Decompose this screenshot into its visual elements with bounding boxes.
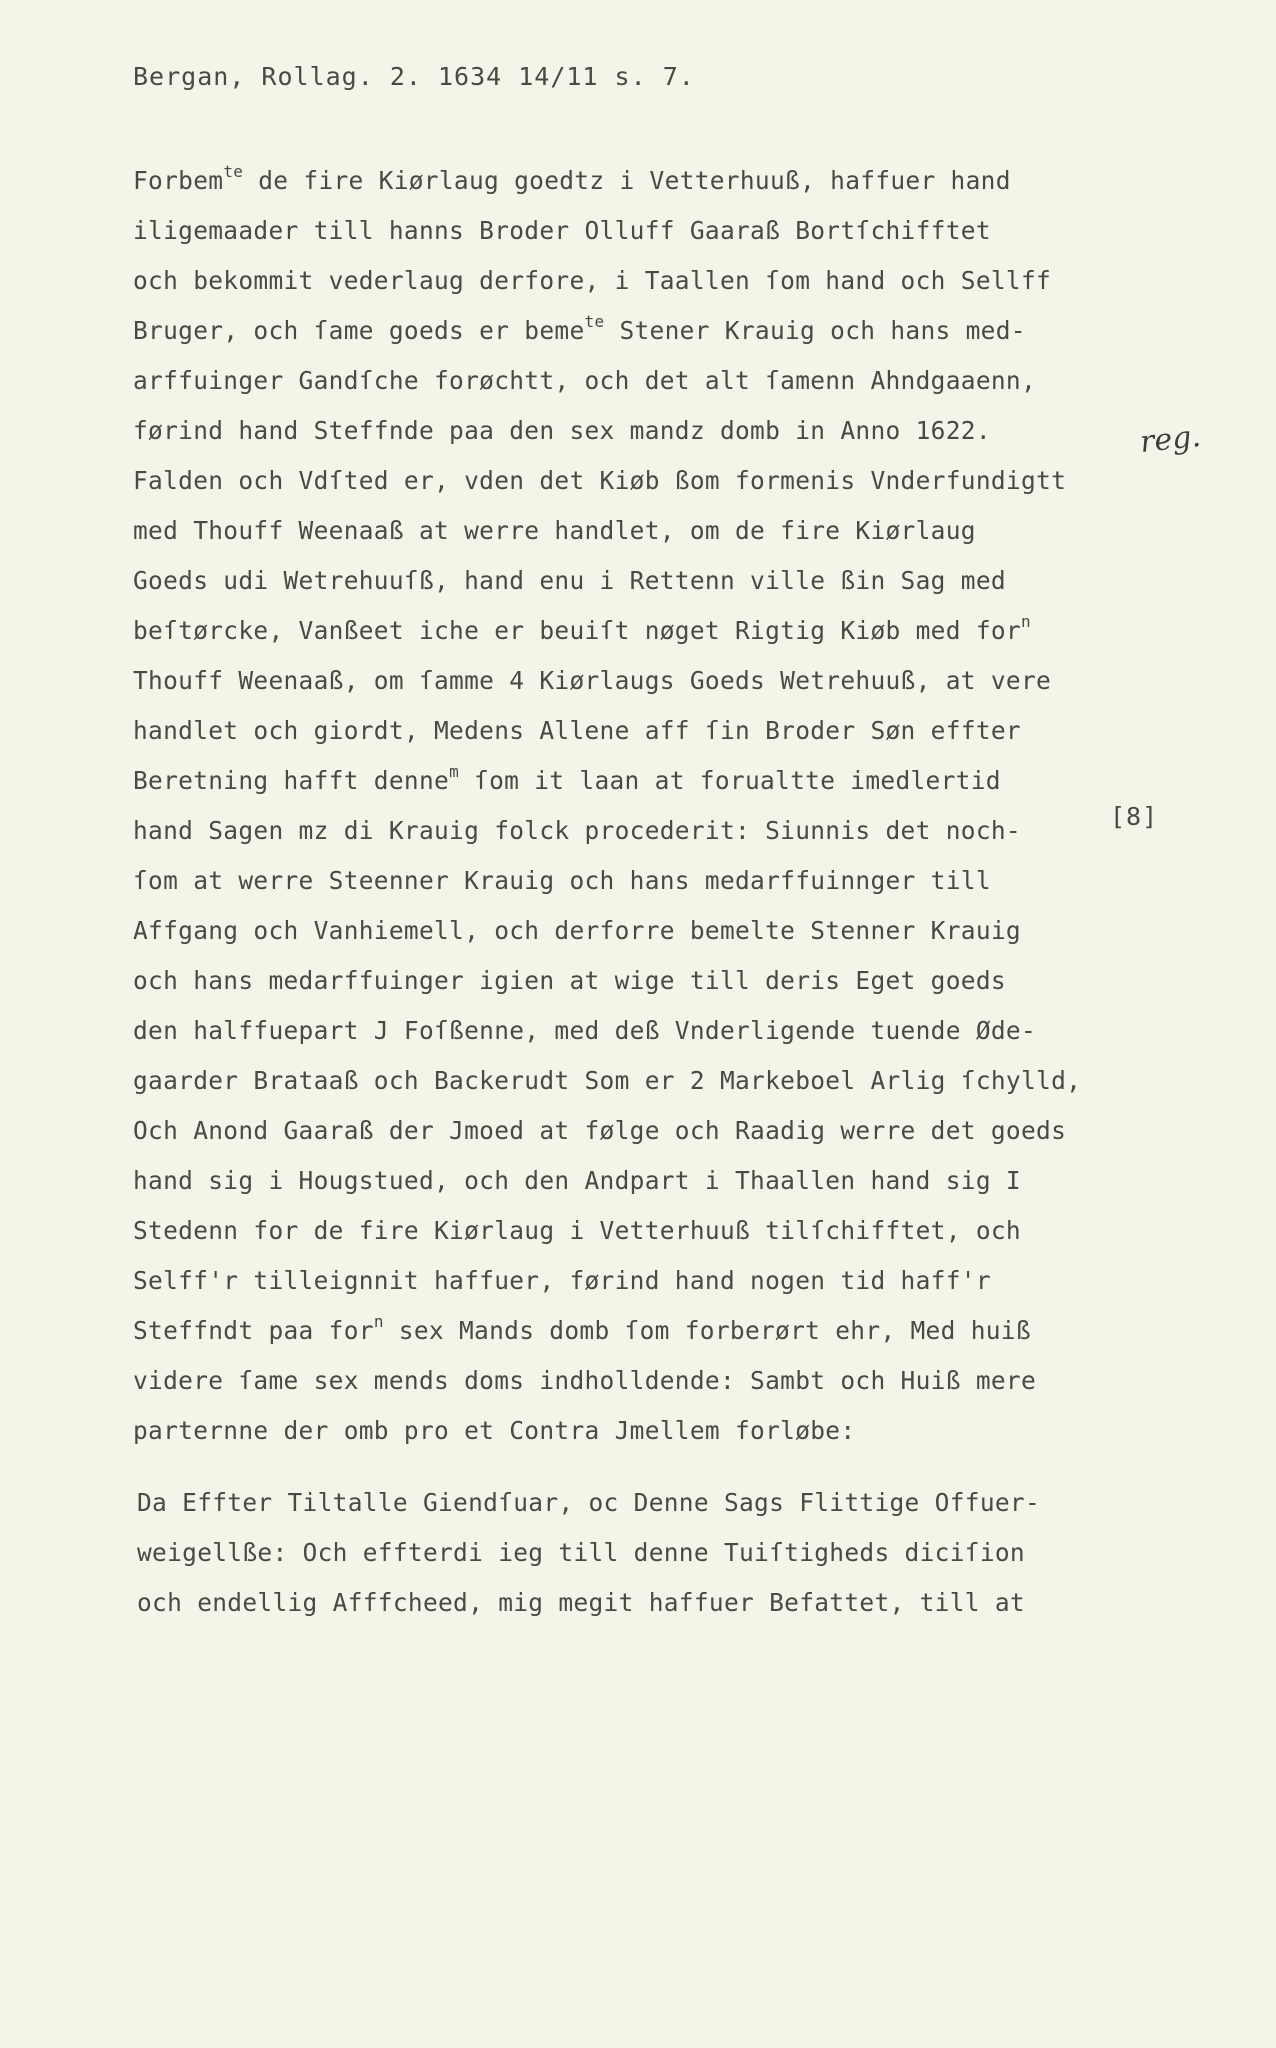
text-line: Thouff Weenaaß, om ſamme 4 Kiørlaugs Goeds Wetrehuuß, at vere xyxy=(133,666,1052,695)
text-line: arffuinger Gandſche forøchtt, och det alt ſamenn Ahndgaaenn, xyxy=(133,366,1037,395)
text-line: och endellig Afffcheed, mig megit haffuer Befattet, till at xyxy=(137,1588,1025,1617)
paragraph-second xyxy=(137,1478,1077,1628)
text-line: Forbem$^{te}$ de fire Kiørlaug goedtz i Vetterhuuß, haffuer hand xyxy=(133,162,1011,195)
page-marker: [8] xyxy=(1110,802,1159,831)
margin-note: reg. xyxy=(1138,418,1203,461)
text-line: iligemaader till hanns Broder Olluff Gaaraß Bortſchifftet xyxy=(133,216,991,245)
text-line: Selff'r tilleignnit haffuer, førind hand nogen tid haff'r xyxy=(133,1266,991,1295)
text-line: Bruger, och ſame goeds er beme$^{te}$ Stener Krauig och hans med- xyxy=(133,312,1026,345)
text-line: Affgang och Vanhiemell, och derforre bemelte Stenner Krauig xyxy=(133,916,1021,945)
text-line: med Thouff Weenaaß at werre handlet, om de fire Kiørlaug xyxy=(133,516,976,545)
text-line: weigellße: Och effterdi ieg till denne Tuiſtigheds diciſion xyxy=(137,1538,1025,1567)
text-line: videre ſame sex mends doms indholldende: Sambt och Huiß mere xyxy=(133,1366,1037,1395)
text-line: Goeds udi Wetrehuuſß, hand enu i Rettenn ville ßin Sag med xyxy=(133,566,1006,595)
text-line: Och Anond Gaaraß der Jmoed at følge och Raadig werre det goeds xyxy=(133,1116,1067,1145)
text-line: Falden och Vdſted er, vden det Kiøb ßom formenis Vnderfundigtt xyxy=(133,466,1067,495)
text-line: och bekommit vederlaug derfore, i Taallen ſom hand och Sellff xyxy=(133,266,1052,295)
text-line: den halffuepart J Foſßenne, med deß Vnderligende tuende Øde- xyxy=(133,1016,1037,1045)
paragraph-main xyxy=(133,156,1082,1456)
text-line: gaarder Brataaß och Backerudt Som er 2 Markeboel Arlig ſchylld, xyxy=(133,1066,1082,1095)
text-line: hand sig i Hougstued, och den Andpart i Thaallen hand sig I xyxy=(133,1166,1021,1195)
text-line: Beretning hafft denne$^m$ ſom it laan at forualtte imedlertid xyxy=(133,762,1001,795)
text-line: Stedenn for de fire Kiørlaug i Vetterhuuß tilſchifftet, och xyxy=(133,1216,1021,1245)
text-line: beſtørcke, Vanßeet iche er beuiſt nøget Rigtig Kiøb med for$^n$ xyxy=(133,612,1031,645)
text-line: parternne der omb pro et Contra Jmellem forløbe: xyxy=(133,1416,856,1445)
text-line: Steffndt paa for$^n$ sex Mands domb ſom forberørt ehr, Med huiß xyxy=(133,1312,1031,1345)
text-line: førind hand Steffnde paa den sex mandz domb in Anno 1622. xyxy=(133,416,991,445)
document-header: Bergan, Rollag. 2. 1634 14/11 s. 7. xyxy=(133,62,695,91)
text-line: och hans medarffuinger igien at wige till deris Eget goeds xyxy=(133,966,1006,995)
text-line: ſom at werre Steenner Krauig och hans medarffuinnger till xyxy=(133,866,991,895)
text-line: hand Sagen mz di Krauig folck procederit: Siunnis det noch- xyxy=(133,816,1021,845)
text-line: handlet och giordt, Medens Allene aff ſin Broder Søn effter xyxy=(133,716,1021,745)
text-line: Da Effter Tiltalle Giendſuar, oc Denne Sags Flittige Offuer- xyxy=(137,1488,1041,1517)
